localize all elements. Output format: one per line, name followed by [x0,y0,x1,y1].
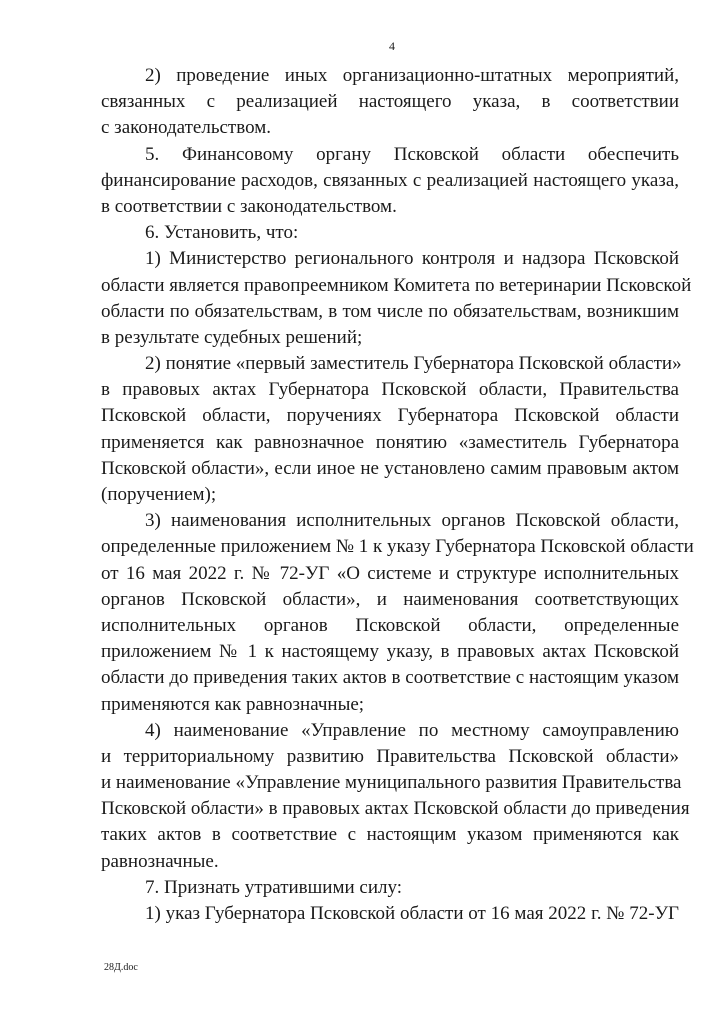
text-line: от 16 мая 2022 г. № 72-УГ «О системе и структуре исполнительных [101,562,679,584]
text-line: области по обязательствам, в том числе по обязательствам, возникшим [101,300,679,322]
text-line: в результате судебных решений; [101,326,363,348]
text-line: исполнительных органов Псковской области, определенные [101,614,679,636]
text-line: Псковской области», если иное не установлено самим правовым актом [101,457,679,479]
page-number: 4 [389,39,395,53]
text-line: области до приведения таких актов в соответствие с настоящим указом [101,667,679,689]
paragraph [101,718,690,875]
text-line: и наименование «Управление муниципального развития Правительства [101,772,682,794]
text-line: таких актов в соответствие с настоящим указом применяются как [101,824,679,846]
paragraph [101,351,682,508]
text-line: связанных с реализацией настоящего указа, в соответствии [101,91,679,113]
text-line: 1) указ Губернатора Псковской области от 16 мая 2022 г. № 72-УГ [145,903,679,924]
text-line: определенные приложением № 1 к указу Губернатора Псковской области [101,536,694,558]
text-line: (поручением); [101,484,217,505]
text-line: в правовых актах Губернатора Псковской области, Правительства [101,379,679,401]
text-line: области является правопреемником Комитета по ветеринарии Псковской [101,274,692,296]
paragraph [101,875,679,901]
text-line: 3) наименования исполнительных органов Псковской области, [145,510,679,532]
paragraph [101,508,694,718]
text-line: приложением № 1 к настоящему указу, в правовых актах Псковской [101,641,679,663]
text-line: Псковской области, поручениях Губернатора Псковской области [101,405,679,427]
text-line: 6. Установить, что: [145,222,299,244]
text-line: в соответствии с законодательством. [101,195,397,217]
text-line: 1) Министерство регионального контроля и надзора Псковской [145,248,679,270]
text-line: Псковской области» в правовых актах Псковской области до приведения [101,798,690,820]
text-line: 2) проведение иных организационно-штатных мероприятий, [145,65,679,86]
text-line: 5. Финансовому органу Псковской области обеспечить [145,143,679,165]
text-line: равнозначные. [101,850,219,872]
text-line: с законодательством. [101,117,271,139]
document-body [101,63,694,927]
paragraph [101,63,679,142]
text-line: применяются как равнозначные; [101,693,365,715]
text-line: 4) наименование «Управление по местному самоуправлению [145,719,679,741]
text-line: финансирование расходов, связанных с реализацией настоящего указа, [101,169,679,191]
paragraph [101,246,692,351]
paragraph [101,901,679,927]
text-line: 2) понятие «первый заместитель Губернатора Псковской области» [145,353,682,375]
text-line: 7. Признать утратившими силу: [145,876,402,898]
text-line: применяется как равнозначное понятию «заместитель Губернатора [101,431,679,453]
paragraph [101,142,679,221]
footer-filename: 28Д.doc [104,962,138,973]
text-line: и территориальному развитию Правительства Псковской области» [101,745,679,767]
paragraph [101,220,679,246]
text-line: органов Псковской области», и наименования соответствующих [101,588,679,610]
